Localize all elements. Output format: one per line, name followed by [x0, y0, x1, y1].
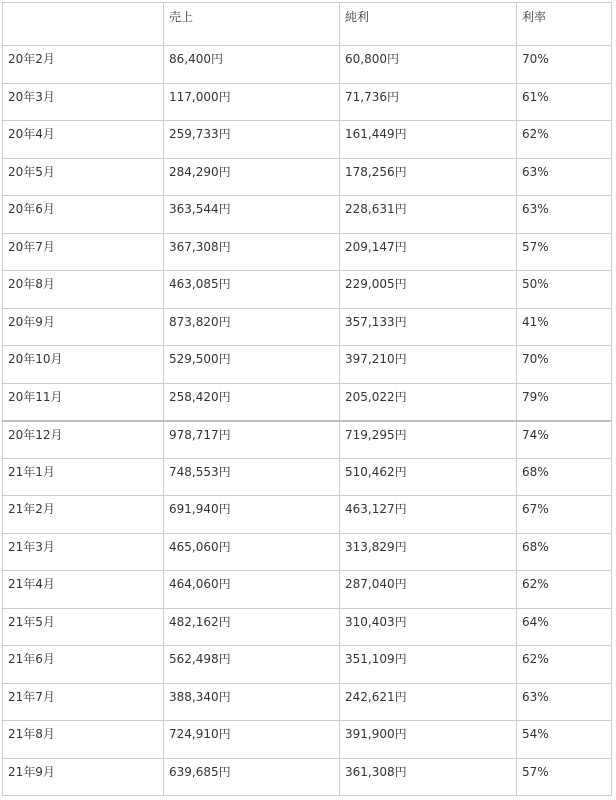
cell-rate: 62% [517, 571, 612, 609]
table-row [3, 83, 612, 121]
cell-month: 21年4月 [3, 571, 164, 609]
cell-sales: 748,553円 [164, 458, 340, 496]
cell-profit: 242,621円 [340, 683, 517, 721]
cell-month: 21年6月 [3, 646, 164, 684]
cell-sales: 562,498円 [164, 646, 340, 684]
cell-sales: 258,420円 [164, 383, 340, 421]
cell-profit: 463,127円 [340, 496, 517, 534]
cell-profit: 287,040円 [340, 571, 517, 609]
cell-rate: 68% [517, 458, 612, 496]
cell-month: 20年8月 [3, 271, 164, 309]
table-row [3, 533, 612, 571]
cell-sales: 367,308円 [164, 233, 340, 271]
cell-sales: 284,290円 [164, 158, 340, 196]
cell-sales: 978,717円 [164, 421, 340, 459]
table-header-row [3, 3, 612, 46]
cell-month: 21年2月 [3, 496, 164, 534]
table-row [3, 683, 612, 721]
cell-profit: 209,147円 [340, 233, 517, 271]
cell-profit: 178,256円 [340, 158, 517, 196]
header-month [3, 3, 164, 46]
table-row [3, 608, 612, 646]
table-row [3, 271, 612, 309]
table-row [3, 158, 612, 196]
cell-rate: 62% [517, 121, 612, 159]
table-row [3, 196, 612, 234]
cell-rate: 41% [517, 308, 612, 346]
cell-rate: 74% [517, 421, 612, 459]
header-rate: 利率 [517, 3, 612, 46]
cell-profit: 391,900円 [340, 721, 517, 759]
table-row [3, 346, 612, 384]
cell-rate: 50% [517, 271, 612, 309]
table-row [3, 721, 612, 759]
cell-sales: 529,500円 [164, 346, 340, 384]
header-profit: 純利 [340, 3, 517, 46]
cell-profit: 60,800円 [340, 46, 517, 84]
cell-sales: 259,733円 [164, 121, 340, 159]
cell-month: 21年7月 [3, 683, 164, 721]
cell-profit: 351,109円 [340, 646, 517, 684]
sales-profit-table [2, 2, 612, 796]
cell-month: 20年4月 [3, 121, 164, 159]
cell-rate: 63% [517, 683, 612, 721]
cell-sales: 482,162円 [164, 608, 340, 646]
cell-sales: 86,400円 [164, 46, 340, 84]
cell-sales: 724,910円 [164, 721, 340, 759]
cell-profit: 397,210円 [340, 346, 517, 384]
cell-rate: 67% [517, 496, 612, 534]
cell-month: 20年6月 [3, 196, 164, 234]
cell-month: 21年1月 [3, 458, 164, 496]
cell-month: 20年3月 [3, 83, 164, 121]
cell-month: 20年7月 [3, 233, 164, 271]
cell-rate: 70% [517, 46, 612, 84]
cell-month: 20年5月 [3, 158, 164, 196]
cell-profit: 719,295円 [340, 421, 517, 459]
cell-sales: 691,940円 [164, 496, 340, 534]
cell-sales: 117,000円 [164, 83, 340, 121]
cell-month: 20年2月 [3, 46, 164, 84]
cell-month: 21年5月 [3, 608, 164, 646]
cell-rate: 63% [517, 158, 612, 196]
cell-sales: 464,060円 [164, 571, 340, 609]
cell-sales: 873,820円 [164, 308, 340, 346]
cell-month: 20年12月 [3, 421, 164, 459]
cell-month: 20年11月 [3, 383, 164, 421]
table-row [3, 758, 612, 796]
cell-month: 21年9月 [3, 758, 164, 796]
cell-profit: 161,449円 [340, 121, 517, 159]
cell-sales: 388,340円 [164, 683, 340, 721]
cell-sales: 463,085円 [164, 271, 340, 309]
cell-rate: 64% [517, 608, 612, 646]
cell-profit: 310,403円 [340, 608, 517, 646]
cell-profit: 361,308円 [340, 758, 517, 796]
cell-sales: 465,060円 [164, 533, 340, 571]
table-row [3, 46, 612, 84]
cell-rate: 57% [517, 758, 612, 796]
cell-profit: 229,005円 [340, 271, 517, 309]
cell-profit: 313,829円 [340, 533, 517, 571]
cell-profit: 71,736円 [340, 83, 517, 121]
cell-rate: 61% [517, 83, 612, 121]
table-row [3, 496, 612, 534]
cell-rate: 79% [517, 383, 612, 421]
cell-rate: 62% [517, 646, 612, 684]
table-row [3, 421, 612, 459]
cell-profit: 228,631円 [340, 196, 517, 234]
table-row [3, 458, 612, 496]
table-row [3, 646, 612, 684]
cell-rate: 57% [517, 233, 612, 271]
cell-month: 20年9月 [3, 308, 164, 346]
cell-month: 20年10月 [3, 346, 164, 384]
table-row [3, 121, 612, 159]
cell-rate: 70% [517, 346, 612, 384]
header-sales: 売上 [164, 3, 340, 46]
cell-sales: 639,685円 [164, 758, 340, 796]
table-row [3, 308, 612, 346]
cell-profit: 205,022円 [340, 383, 517, 421]
cell-month: 21年3月 [3, 533, 164, 571]
cell-rate: 63% [517, 196, 612, 234]
table-row [3, 383, 612, 421]
table-row [3, 233, 612, 271]
cell-sales: 363,544円 [164, 196, 340, 234]
cell-month: 21年8月 [3, 721, 164, 759]
cell-profit: 357,133円 [340, 308, 517, 346]
cell-rate: 54% [517, 721, 612, 759]
table-row [3, 571, 612, 609]
cell-rate: 68% [517, 533, 612, 571]
cell-profit: 510,462円 [340, 458, 517, 496]
